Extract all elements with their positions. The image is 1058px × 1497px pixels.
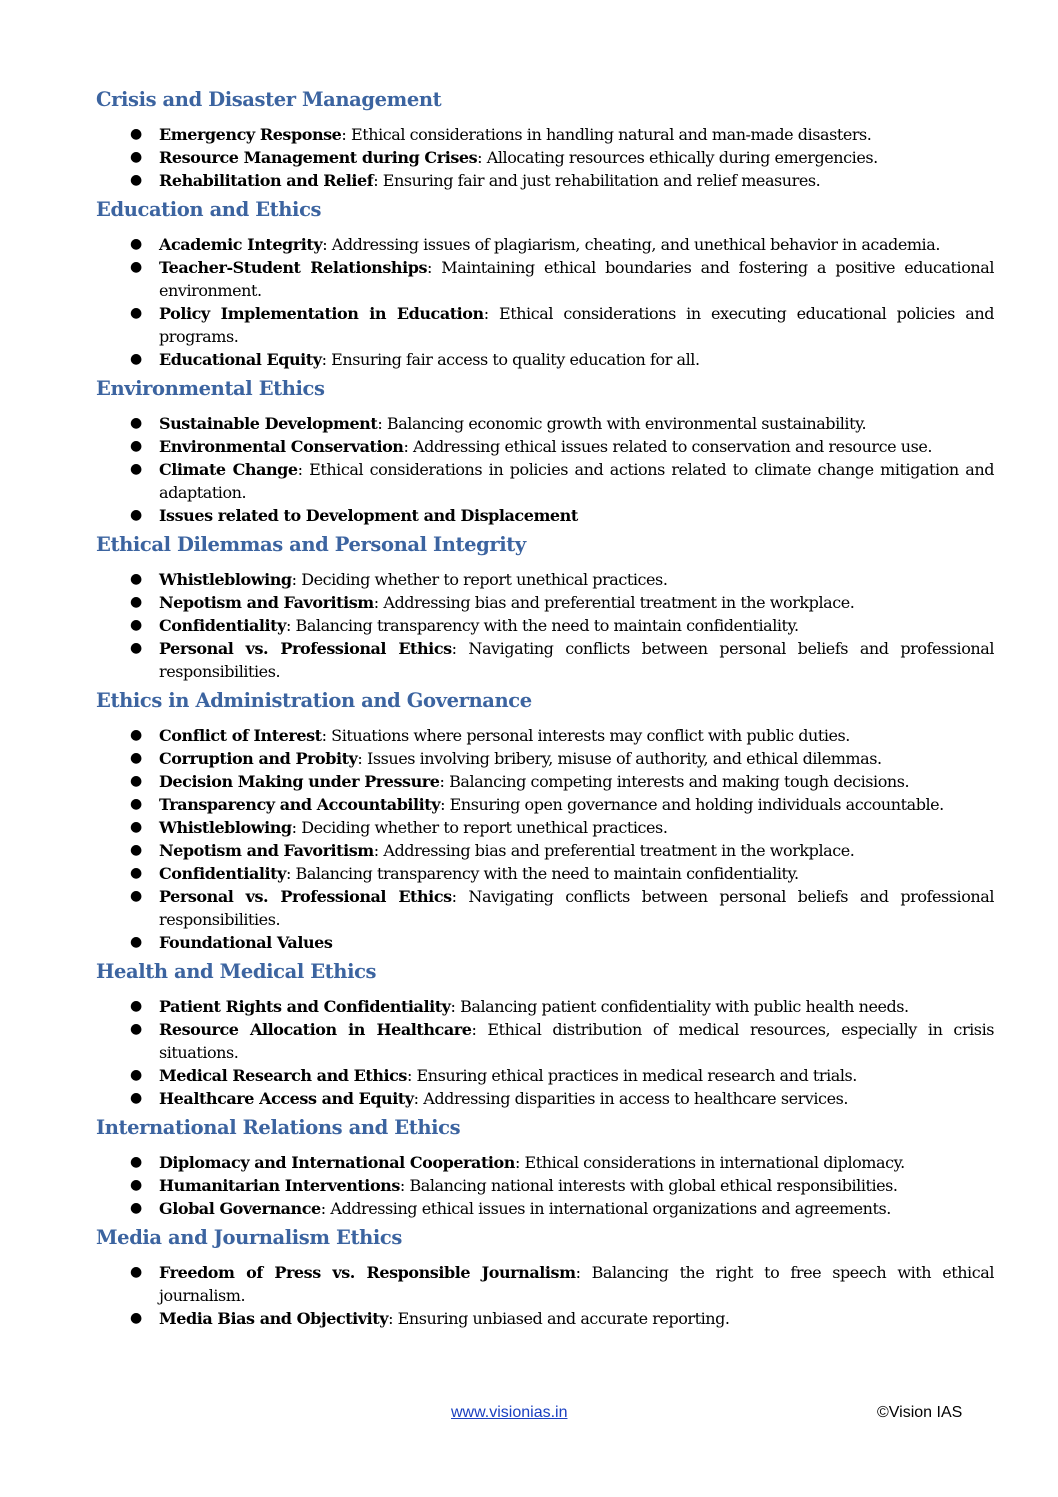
item-term: Healthcare Access and Equity	[159, 1089, 414, 1108]
item-term: Medical Research and Ethics	[159, 1066, 407, 1085]
item-term: Global Governance	[159, 1199, 321, 1218]
list-item	[96, 1197, 994, 1220]
item-description: : Ensuring ethical practices in medical research and trials.	[406, 1066, 857, 1085]
list-item	[96, 931, 994, 954]
footer-copyright: ©Vision IAS	[877, 1404, 963, 1421]
section	[96, 198, 994, 371]
bullet-list	[96, 412, 994, 527]
item-description: : Addressing ethical issues related to conservation and resource use.	[403, 437, 933, 456]
bullet-icon: ●	[130, 507, 142, 523]
item-term: Nepotism and Favoritism	[159, 841, 374, 860]
bullet-icon: ●	[130, 934, 142, 950]
item-description: : Ensuring fair access to quality education for all.	[321, 350, 700, 369]
list-item	[96, 862, 994, 885]
list-item	[96, 637, 994, 683]
item-term: Humanitarian Interventions	[159, 1176, 400, 1195]
item-term: Decision Making under Pressure	[159, 772, 440, 791]
section-heading: Crisis and Disaster Management	[96, 88, 442, 111]
section	[96, 689, 994, 954]
bullet-icon: ●	[130, 888, 142, 904]
list-item	[96, 1064, 994, 1087]
bullet-list	[96, 233, 994, 371]
item-term: Freedom of Press vs. Responsible Journalism	[159, 1263, 576, 1282]
item-term: Patient Rights and Confidentiality	[159, 997, 451, 1016]
section	[96, 1116, 994, 1220]
list-item	[96, 412, 994, 435]
item-description: : Ethical distribution of medical resources, especially in crisis situations.	[159, 1020, 994, 1062]
bullet-icon: ●	[130, 149, 142, 165]
item-description: : Allocating resources ethically during emergencies.	[477, 148, 878, 167]
list-item	[96, 816, 994, 839]
item-term: Whistleblowing	[159, 818, 292, 837]
bullet-icon: ●	[130, 351, 142, 367]
section-heading: Ethical Dilemmas and Personal Integrity	[96, 533, 526, 556]
item-term: Emergency Response	[159, 125, 342, 144]
item-description: : Balancing competing interests and making tough decisions.	[439, 772, 910, 791]
bullet-icon: ●	[130, 796, 142, 812]
bullet-icon: ●	[130, 1177, 142, 1193]
section	[96, 377, 994, 527]
bullet-icon: ●	[130, 438, 142, 454]
item-description: : Navigating conflicts between personal beliefs and professional responsibilities.	[159, 887, 994, 929]
bullet-icon: ●	[130, 1310, 142, 1326]
bullet-icon: ●	[130, 1021, 142, 1037]
item-term: Corruption and Probity	[159, 749, 358, 768]
item-term: Personal vs. Professional Ethics	[159, 887, 452, 906]
item-description: : Ensuring fair and just rehabilitation and relief measures.	[373, 171, 821, 190]
section	[96, 88, 994, 192]
list-item	[96, 1151, 994, 1174]
bullet-icon: ●	[130, 842, 142, 858]
bullet-list	[96, 1151, 994, 1220]
item-description: : Addressing bias and preferential treatment in the workplace.	[373, 841, 855, 860]
bullet-icon: ●	[130, 727, 142, 743]
item-term: Resource Management during Crises	[159, 148, 478, 167]
bullet-icon: ●	[130, 415, 142, 431]
list-item	[96, 1018, 994, 1064]
item-term: Confidentiality	[159, 616, 286, 635]
item-description: : Balancing patient confidentiality with public health needs.	[450, 997, 909, 1016]
list-item	[96, 793, 994, 816]
bullet-icon: ●	[130, 1090, 142, 1106]
item-term: Resource Allocation in Healthcare	[159, 1020, 472, 1039]
item-term: Media Bias and Objectivity	[159, 1309, 389, 1328]
item-term: Whistleblowing	[159, 570, 292, 589]
list-item	[96, 123, 994, 146]
bullet-list	[96, 123, 994, 192]
list-item	[96, 348, 994, 371]
list-item	[96, 614, 994, 637]
bullet-icon: ●	[130, 617, 142, 633]
bullet-list	[96, 995, 994, 1110]
item-term: Sustainable Development	[159, 414, 378, 433]
item-term: Rehabilitation and Relief	[159, 171, 374, 190]
list-item	[96, 1087, 994, 1110]
item-description: : Ethical considerations in executing educational policies and programs.	[159, 304, 994, 346]
bullet-icon: ●	[130, 1264, 142, 1280]
list-item	[96, 724, 994, 747]
item-term: Issues related to Development and Displacement	[159, 506, 578, 525]
item-description: : Navigating conflicts between personal beliefs and professional responsibilities.	[159, 639, 994, 681]
bullet-icon: ●	[130, 461, 142, 477]
bullet-icon: ●	[130, 259, 142, 275]
item-term: Confidentiality	[159, 864, 286, 883]
list-item	[96, 839, 994, 862]
bullet-list	[96, 568, 994, 683]
bullet-icon: ●	[130, 236, 142, 252]
item-term: Foundational Values	[159, 933, 333, 952]
item-term: Academic Integrity	[159, 235, 323, 254]
item-term: Diplomacy and International Cooperation	[159, 1153, 515, 1172]
item-description: : Balancing the right to free speech with ethical journalism.	[159, 1263, 994, 1305]
list-item	[96, 169, 994, 192]
item-term: Transparency and Accountability	[159, 795, 441, 814]
item-description: : Ensuring unbiased and accurate reporting.	[388, 1309, 730, 1328]
item-term: Policy Implementation in Education	[159, 304, 484, 323]
item-term: Climate Change	[159, 460, 298, 479]
bullet-icon: ●	[130, 571, 142, 587]
item-description: : Balancing economic growth with environmental sustainability.	[377, 414, 867, 433]
list-item	[96, 435, 994, 458]
item-description: : Addressing ethical issues in international organizations and agreements.	[320, 1199, 891, 1218]
list-item	[96, 504, 994, 527]
section-heading: Education and Ethics	[96, 198, 322, 221]
section-heading: International Relations and Ethics	[96, 1116, 461, 1139]
list-item	[96, 591, 994, 614]
bullet-icon: ●	[130, 1200, 142, 1216]
item-description: : Deciding whether to report unethical practices.	[291, 570, 668, 589]
list-item	[96, 995, 994, 1018]
item-term: Educational Equity	[159, 350, 322, 369]
bullet-icon: ●	[130, 172, 142, 188]
section-heading: Environmental Ethics	[96, 377, 325, 400]
bullet-icon: ●	[130, 773, 142, 789]
list-item	[96, 233, 994, 256]
bullet-icon: ●	[130, 819, 142, 835]
bullet-icon: ●	[130, 1154, 142, 1170]
bullet-list	[96, 1261, 994, 1330]
bullet-icon: ●	[130, 305, 142, 321]
item-term: Nepotism and Favoritism	[159, 593, 374, 612]
bullet-list	[96, 724, 994, 954]
item-description: : Balancing national interests with global ethical responsibilities.	[399, 1176, 898, 1195]
list-item	[96, 256, 994, 302]
item-description: : Addressing bias and preferential treatment in the workplace.	[373, 593, 855, 612]
item-description: : Maintaining ethical boundaries and fostering a positive educational environment.	[159, 258, 994, 300]
item-description: : Ethical considerations in international diplomacy.	[514, 1153, 905, 1172]
list-item	[96, 568, 994, 591]
list-item	[96, 1174, 994, 1197]
bullet-icon: ●	[130, 998, 142, 1014]
section	[96, 1226, 994, 1330]
item-description: : Ethical considerations in handling natural and man-made disasters.	[341, 125, 872, 144]
bullet-icon: ●	[130, 750, 142, 766]
list-item	[96, 747, 994, 770]
item-description: : Balancing transparency with the need to maintain confidentiality.	[285, 616, 799, 635]
list-item	[96, 146, 994, 169]
footer-website-link[interactable]: www.visionias.in	[451, 1404, 568, 1421]
section-heading: Media and Journalism Ethics	[96, 1226, 402, 1249]
list-item	[96, 770, 994, 793]
list-item	[96, 302, 994, 348]
item-term: Environmental Conservation	[159, 437, 404, 456]
item-term: Teacher-Student Relationships	[159, 258, 428, 277]
item-term: Personal vs. Professional Ethics	[159, 639, 452, 658]
list-item	[96, 458, 994, 504]
section-heading: Ethics in Administration and Governance	[96, 689, 532, 712]
document-content	[96, 88, 994, 1336]
bullet-icon: ●	[130, 126, 142, 142]
section-heading: Health and Medical Ethics	[96, 960, 377, 983]
item-description: : Balancing transparency with the need to maintain confidentiality.	[285, 864, 799, 883]
item-description: : Addressing disparities in access to healthcare services.	[413, 1089, 848, 1108]
bullet-icon: ●	[130, 1067, 142, 1083]
bullet-icon: ●	[130, 865, 142, 881]
section	[96, 960, 994, 1110]
item-description: : Ethical considerations in policies and actions related to climate change mitigation and adaptation.	[159, 460, 995, 502]
item-description: : Issues involving bribery, misuse of authority, and ethical dilemmas.	[357, 749, 882, 768]
item-description: : Addressing issues of plagiarism, cheating, and unethical behavior in academia.	[322, 235, 940, 254]
section	[96, 533, 994, 683]
item-description: : Ensuring open governance and holding individuals accountable.	[440, 795, 944, 814]
item-description: : Deciding whether to report unethical practices.	[291, 818, 668, 837]
list-item	[96, 1307, 994, 1330]
list-item	[96, 885, 994, 931]
item-term: Conflict of Interest	[159, 726, 322, 745]
bullet-icon: ●	[130, 640, 142, 656]
list-item	[96, 1261, 994, 1307]
item-description: : Situations where personal interests may conflict with public duties.	[321, 726, 850, 745]
bullet-icon: ●	[130, 594, 142, 610]
